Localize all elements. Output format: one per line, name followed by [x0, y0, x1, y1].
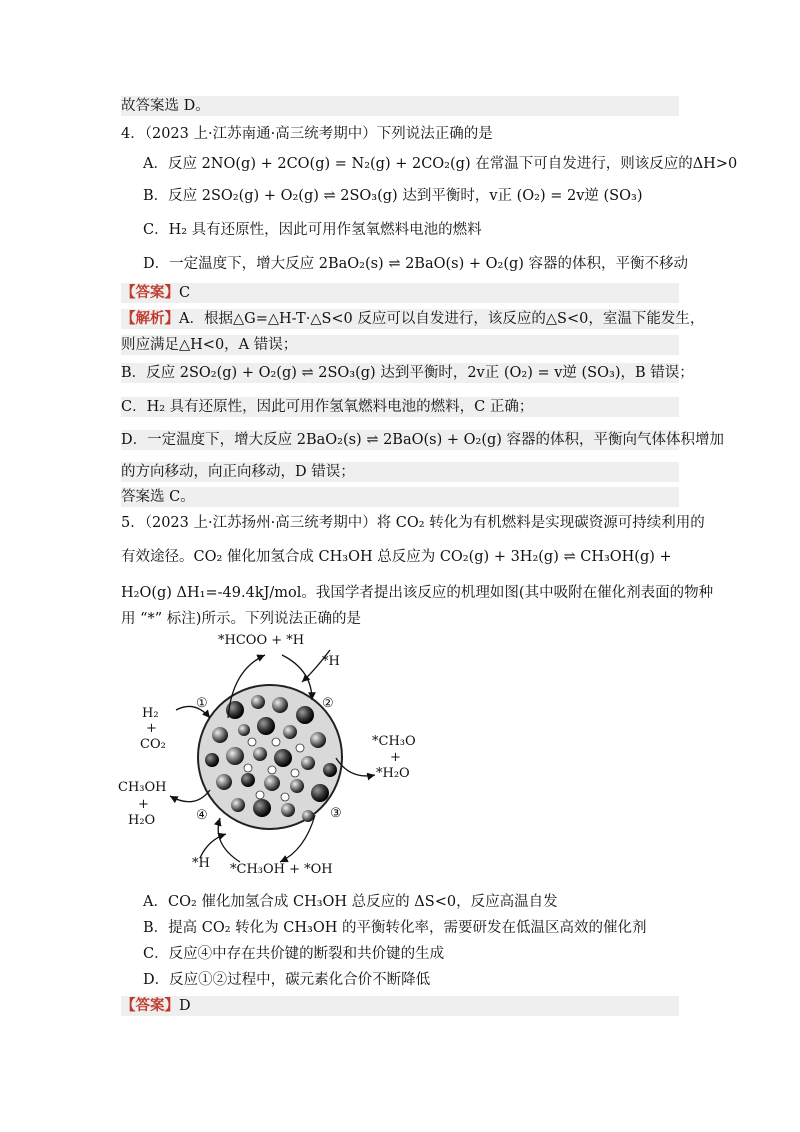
q5-option-a: A．CO₂ 催化加氢合成 CH₃OH 总反应的 ΔS<0，反应高温自发 [143, 894, 558, 910]
q5-stem-3: H₂O(g) ΔH₁=-49.4kJ/mol。我国学者提出该反应的机理如图(其中吸附在催化剂表面的物种 [121, 585, 714, 601]
arrow-step4 [218, 818, 240, 862]
step-4-label: ④ [196, 808, 208, 823]
q4-conclusion: 答案选 C。 [121, 487, 679, 507]
q5-stem-2: 有效途径。CO₂ 催化加氢合成 CH₃OH 总反应为 CO₂(g) + 3H₂(g) ⇌ CH₃OH(g) + [121, 549, 672, 565]
label-h-bottom: *H [192, 856, 210, 871]
label-ch3oh-oh: *CH₃OH + *OH [230, 862, 333, 877]
q4-option-d: D．一定温度下，增大反应 2BaO₂(s) ⇌ 2BaO(s) + O₂(g) 容器的体积，平衡不移动 [143, 256, 689, 272]
q5-answer: 【答案】D [121, 996, 679, 1016]
q4-analysis-6: 的方向移动，向正向移动，D 错误； [121, 462, 679, 482]
q5-stem-4: 用 “*” 标注)所示。下列说法正确的是 [121, 611, 361, 627]
q4-analysis-2: 则应满足△H<0，A 错误； [121, 335, 679, 355]
q4-option-c: C．H₂ 具有还原性，因此可用作氢氧燃料电池的燃料 [143, 222, 482, 238]
step-1-label: ① [196, 696, 208, 711]
label-reactant-plus: + [146, 721, 157, 736]
label-reactant-co2: CO₂ [140, 737, 166, 752]
q4-analysis-3: B．反应 2SO₂(g) + O₂(g) ⇌ 2SO₃(g) 达到平衡时，2v正 (O₂) = v逆 (SO₃)，B 错误； [121, 365, 694, 381]
arrow-to-products [170, 790, 210, 802]
q4-answer: 【答案】C [121, 283, 679, 303]
arrow-h-in-bottom [200, 834, 226, 858]
label-product-ch3oh: CH₃OH [118, 780, 167, 795]
q4-analysis-4: C．H₂ 具有还原性，因此可用作氢氧燃料电池的燃料，C 正确； [121, 397, 679, 417]
catalyst-cycle [140, 630, 460, 885]
q4-analysis-1: 【解析】A．根据△G=△H-T·△S<0 反应可以自发进行，该反应的△S<0，室温下能发生， [121, 310, 705, 327]
q4-stem: 4．（2023 上·江苏南通·高三统考期中）下列说法正确的是 [121, 126, 493, 142]
q5-option-b: B．提高 CO₂ 转化为 CH₃OH 的平衡转化率，需要研发在低温区高效的催化剂 [143, 920, 647, 936]
step-2-label: ② [322, 696, 334, 711]
q5-option-d: D．反应①②过程中，碳元素化合价不断降低 [143, 972, 431, 988]
label-ch3o-plus: + [390, 750, 401, 765]
q4-analysis-5: D．一定温度下，增大反应 2BaO₂(s) ⇌ 2BaO(s) + O₂(g) 容器的体积，平衡向气体体积增加 [121, 432, 725, 448]
label-h-top: *H [322, 654, 340, 669]
label-reactant-h2: H₂ [142, 706, 159, 721]
label-h2o-adsorbed: *H₂O [376, 766, 410, 781]
q5-stem-1: 5．（2023 上·江苏扬州·高三统考期中）将 CO₂ 转化为有机燃料是实现碳资源可持续利用的 [121, 515, 705, 531]
step-3-label: ③ [330, 806, 342, 821]
label-ch3o: *CH₃O [372, 734, 416, 749]
q5-option-c: C．反应④中存在共价键的断裂和共价键的生成 [143, 946, 445, 962]
mechanism-diagram [118, 630, 460, 885]
q4-option-a: A．反应 2NO(g) + 2CO(g) = N₂(g) + 2CO₂(g) 在常温下可自发进行，则该反应的ΔH>0 [143, 156, 738, 172]
label-product-h2o: H₂O [128, 813, 156, 828]
prev-answer-line: 故答案选 D。 [121, 96, 679, 116]
label-product-plus: + [138, 797, 149, 812]
q4-option-b: B．反应 2SO₂(g) + O₂(g) ⇌ 2SO₃(g) 达到平衡时，v正 (O₂) = 2v逆 (SO₃) [143, 188, 643, 204]
label-hcoo-h: *HCOO + *H [218, 633, 305, 648]
